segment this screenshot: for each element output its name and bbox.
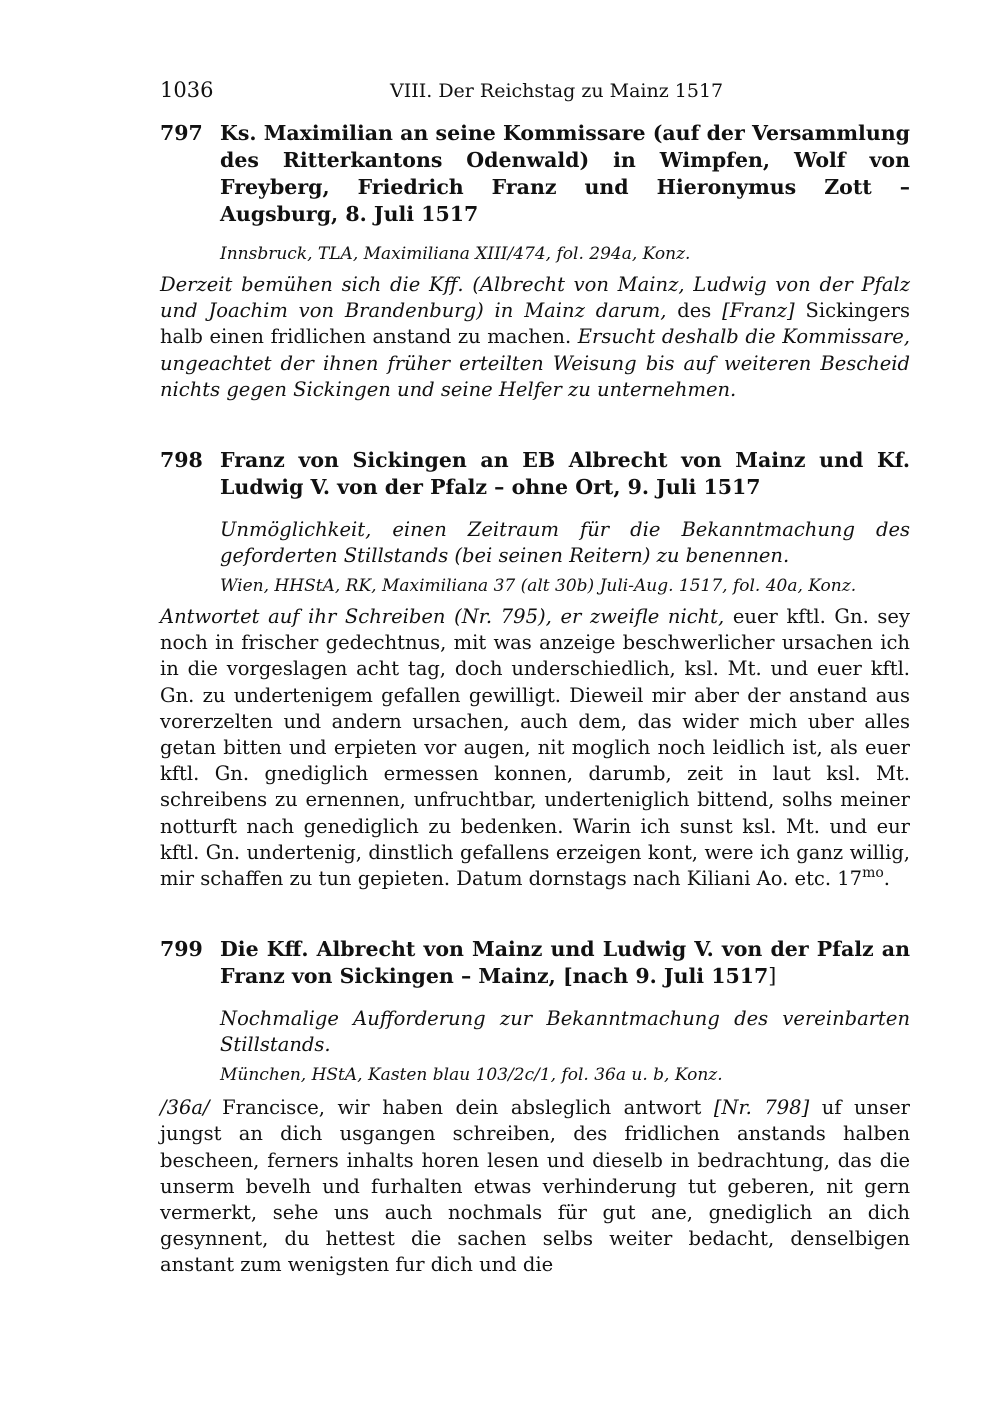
body-text: [Franz] bbox=[722, 299, 795, 323]
chapter-title: VIII. Der Reichstag zu Mainz 1517 bbox=[390, 80, 724, 102]
page bbox=[160, 78, 910, 1279]
entry-heading bbox=[160, 936, 910, 990]
body-text: Antwortet auf ihr Schreiben (Nr. 795), er zweifle nicht, bbox=[160, 605, 725, 629]
body-text: Francisce, wir haben dein absleglich antwort bbox=[209, 1096, 714, 1120]
body-text: Ersucht deshalb die Kommissare, ungeachtet der ihnen früher erteilten Weisung bis auf weiteren Bescheid nichts gegen Sickingen und seine Helfer zu unternehmen. bbox=[160, 325, 910, 401]
entry-title: Ks. Maximilian an seine Kommissare (auf der Versammlung des Ritterkantons Odenwald) in Wimpfen, Wolf von Freyberg, Friedrich Franz und Hieronymus Zott – Augsburg, 8. Juli 1517 bbox=[220, 121, 910, 226]
body-text: uf unser jungst an dich usgangen schreiben, des fridlichen anstands halben bescheen, ferners inhalts horen lesen und dieselb in bedrachtung, das die unserm bevelh und furhalten etwas verhinderung tut geberen, nit gern vermerkt, sehe uns auch nochmals für gut ane, gnediglich an dich gesynnent, du hettest die sachen selbs weiter bedacht, denselbigen anstant zum wenigsten fur dich und die bbox=[160, 1096, 910, 1277]
entry-number: 799 bbox=[160, 937, 203, 962]
entry-body bbox=[160, 604, 910, 892]
entry-title bbox=[220, 936, 910, 990]
entry-body bbox=[160, 272, 910, 403]
archive-reference: Innsbruck, TLA, Maximiliana XIII/474, fol. 294a, Konz. bbox=[220, 244, 691, 264]
entry-title-text: Die Kff. Albrecht von Mainz und Ludwig V. von der Pfalz an Franz von Sickingen – Mainz, [nach 9. Juli 1517 bbox=[220, 937, 910, 989]
running-head bbox=[160, 78, 910, 108]
body-text: [Nr. 798] bbox=[713, 1096, 810, 1120]
body-text: euer kftl. Gn. sey noch in frischer gedechtnus, mit was anzeige beschwerlicher ursachen ich in die vorgeslagen acht tag, doch underschiedlich, ksl. Mt. und euer kftl. Gn. zu undertenigem gefallen gewilligt. Dieweil mir aber der anstand aus vorerzelten und andern ursachen, auch dem, das wider mich uber alles getan bitten und erpieten vor augen, nit moglich noch leidlich ist, als euer kftl. Gn. gnediglich ermessen konnen, darumb, zeit in laut ksl. Mt. schreibens zu ernennen, unfruchtbar, underteniglich bittend, solhs meiner notturft nach genediglich zu bedenken. Warin ich sunst ksl. Mt. und eur kftl. Gn. undertenig, dinstlich gefallens erzeigen kont, were ich ganz willig, mir schaffen zu tun gepieten. Datum dornstags nach Kiliani Ao. etc. 17 bbox=[160, 605, 910, 891]
archive-reference: Wien, HHStA, RK, Maximiliana 37 (alt 30b) Juli-Aug. 1517, fol. 40a, Konz. bbox=[220, 576, 857, 597]
entry-body bbox=[160, 1095, 910, 1278]
entry-799 bbox=[160, 936, 910, 1278]
body-text: . bbox=[883, 867, 890, 891]
body-text: /36a/ bbox=[160, 1096, 210, 1120]
archive-reference: München, HStA, Kasten blau 103/2c/1, fol. 36a u. b, Konz. bbox=[220, 1065, 723, 1086]
entry-title-bracket: ] bbox=[768, 964, 777, 989]
entry-heading bbox=[160, 120, 910, 228]
entry-summary: Unmöglichkeit, einen Zeitraum für die Bekanntmachung des geforderten Stillstands (bei seinen Reitern) zu benennen. bbox=[220, 518, 910, 568]
superscript: mo bbox=[862, 865, 884, 882]
entry-number: 797 bbox=[160, 121, 203, 145]
entry-number: 798 bbox=[160, 448, 203, 473]
entry-title: Franz von Sickingen an EB Albrecht von Mainz und Kf. Ludwig V. von der Pfalz – ohne Ort, 9. Juli 1517 bbox=[220, 448, 910, 500]
entry-summary: Nochmalige Aufforderung zur Bekanntmachung des vereinbarten Stillstands. bbox=[220, 1007, 910, 1057]
page-number: 1036 bbox=[160, 78, 214, 102]
entry-797 bbox=[160, 120, 910, 403]
body-text: Derzeit bemühen sich die Kff. (Albrecht von Mainz, Ludwig von der Pfalz und Joachim von Brandenburg) in Mainz darum, bbox=[160, 273, 910, 323]
entry-798 bbox=[160, 447, 910, 892]
body-text: des bbox=[666, 299, 723, 323]
body-text: Sickingers halb einen fridlichen anstand zu machen. bbox=[160, 299, 910, 349]
entry-heading bbox=[160, 447, 910, 501]
